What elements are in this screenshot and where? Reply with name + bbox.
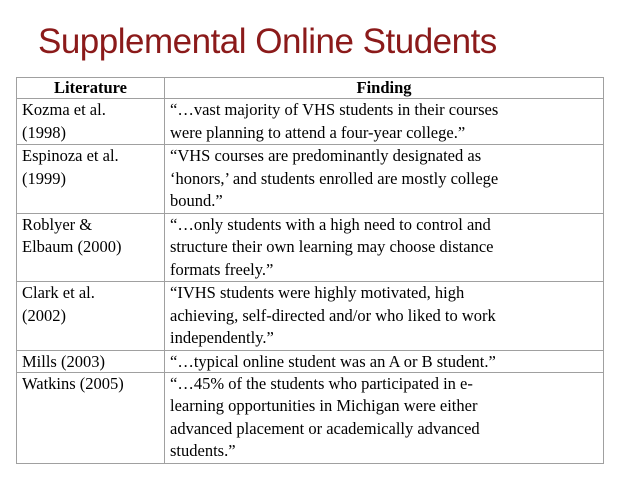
finding-cell: “…only students with a high need to control and structure their own learning may choose distance formats freely.” <box>165 213 604 282</box>
table-row <box>17 145 604 214</box>
table-row <box>17 372 604 463</box>
table-row <box>17 213 604 282</box>
literature-cell: Clark et al. (2002) <box>17 282 165 351</box>
table-header-row <box>17 78 604 99</box>
literature-cell: Roblyer & Elbaum (2000) <box>17 213 165 282</box>
table-row <box>17 99 604 145</box>
finding-cell: “…45% of the students who participated in e- learning opportunities in Michigan were either advanced placement or academically advanced students.” <box>165 372 604 463</box>
finding-cell: “VHS courses are predominantly designated as ‘honors,’ and students enrolled are mostly college bound.” <box>165 145 604 214</box>
finding-cell: “…typical online student was an A or B student.” <box>165 350 604 372</box>
finding-cell: “IVHS students were highly motivated, high achieving, self-directed and/or who liked to work independently.” <box>165 282 604 351</box>
literature-cell: Espinoza et al. (1999) <box>17 145 165 214</box>
header-literature: Literature <box>17 78 165 99</box>
table-row <box>17 282 604 351</box>
literature-cell: Mills (2003) <box>17 350 165 372</box>
finding-cell: “…vast majority of VHS students in their courses were planning to attend a four-year college.” <box>165 99 604 145</box>
literature-cell: Watkins (2005) <box>17 372 165 463</box>
header-finding: Finding <box>165 78 604 99</box>
slide-title: Supplemental Online Students <box>38 22 497 61</box>
literature-cell: Kozma et al. (1998) <box>17 99 165 145</box>
table-row <box>17 350 604 372</box>
literature-table <box>16 77 604 464</box>
